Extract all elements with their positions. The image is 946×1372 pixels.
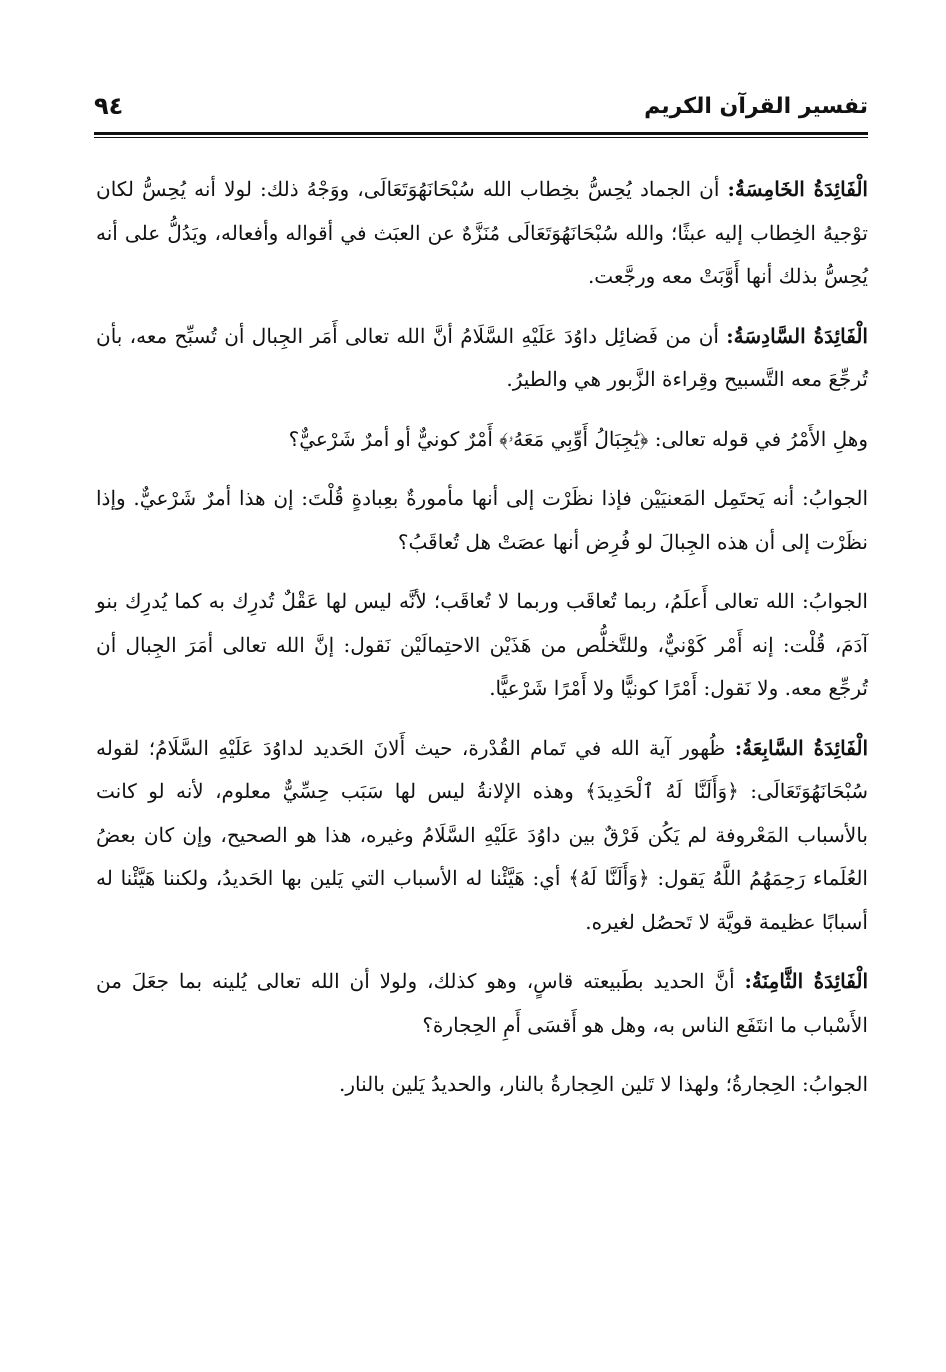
benefit-heading: الْفَائِدَةُ السَّادِسَةُ: bbox=[726, 323, 868, 348]
paragraph-benefit-6 bbox=[96, 315, 868, 402]
benefit-heading: الْفَائِدَةُ الثَّامِنَةُ: bbox=[744, 969, 869, 993]
paragraph-text: الجوابُ: الله تعالى أَعلَمُ، ربما تُعاقَب وربما لا تُعاقَب؛ لأنَّه ليس لها عَقْلٌ تُدرِك به كما يُدرِك بنو آدَمَ، قُلْت: إنه أَمْر كَوْنيٌّ، وللتَّخلُّص من هَذَيْن الاحتِمالَيْن نَقول: إنَّ الله تعالى أمَرَ الجِبال أن تُرجِّع معه. ولا نَقول: أَمْرًا كونيًّا ولا أَمْرًا شَرْعيًّا. bbox=[96, 589, 868, 700]
running-title: تفسير القرآن الكريم bbox=[644, 94, 868, 119]
paragraph-text: أن من فَضائِل داوُدَ عَلَيْهِ السَّلَامُ أنَّ الله تعالى أَمَر الجِبال أن تُسبِّح معه، بأن تُرجِّعَ معه التَّسبيح وقِراءة الزَّبور هي والطيرُ. bbox=[96, 323, 868, 391]
paragraph-benefit-5 bbox=[96, 168, 868, 299]
page-number: ٩٤ bbox=[94, 92, 124, 120]
paragraph-answer-1 bbox=[96, 477, 868, 564]
paragraph-benefit-7 bbox=[96, 727, 868, 945]
paragraph-answer-3 bbox=[96, 1063, 868, 1107]
page-body bbox=[96, 168, 868, 1123]
paragraph-text: ظُهور آية الله في تَمام القُدْرة، حيث أَلانَ الحَديد لداوُدَ عَلَيْهِ السَّلَامُ؛ لقوله سُبْحَانَهُوَتَعَالَى: ﴿وَأَلَنَّا لَهُ ٱلْحَدِيدَ﴾ وهذه الإلانةُ ليس لها سَبَب حِسِّيٌّ معلوم، لأنه لو كانت بالأسباب المَعْروفة لم يَكُن فَرْقٌ بين داوُدَ عَلَيْهِ السَّلَامُ وغيره، هذا هو الصحيح، وإن كان بعضُ العُلَماء رَحِمَهُمُ اللَّهُ يَقول: ﴿وَأَلَنَّا لَهُ﴾ أي: هَيَّئْنا له الأسباب التي يَلين بها الحَديدُ، ولكننا هَيَّئْنا له أسبابًا عظيمة قويَّة لا تَحصُل لغيره. bbox=[96, 735, 868, 934]
paragraph-text: الجوابُ: أنه يَحتَمِل المَعنيَيْن فإذا نظَرْت إلى أنها مأمورةٌ بعِبادةٍ قُلْتَ: إن هذا أمرٌ شَرْعيٌّ. وإذا نظَرْت إلى أن هذه الجِبالَ لو فُرِض أنها عصَتْ هل تُعاقَبُ؟ bbox=[96, 486, 868, 554]
page-header bbox=[94, 92, 868, 132]
paragraph-text: الجوابُ: الحِجارةُ؛ ولهذا لا تَلين الحِجارةُ بالنار، والحديدُ يَلين بالنار. bbox=[339, 1072, 868, 1096]
paragraph-answer-2 bbox=[96, 580, 868, 711]
benefit-heading: الْفَائِدَةُ السَّابِعَةُ: bbox=[734, 735, 868, 760]
benefit-heading: الْفَائِدَةُ الخَامِسَةُ: bbox=[727, 177, 868, 201]
paragraph-text: وهلِ الأَمْرُ في قوله تعالى: ﴿يَٰجِبَالُ أَوِّبِي مَعَهُۥ﴾ أَمْرٌ كونيٌّ أو أمرٌ شَرْعيٌّ؟ bbox=[288, 426, 868, 451]
paragraph-text: أنَّ الحديد بطَبيعته قاسٍ، وهو كذلك، ولولا أن الله تعالى يُلينه بما جعَلَ من الأَسْباب ما انتَفَع الناس به، وهل هو أَقسَى أَمِ الحِجارة؟ bbox=[96, 969, 868, 1037]
header-rule-thin bbox=[94, 137, 868, 138]
paragraph-question bbox=[96, 418, 868, 462]
header-rule bbox=[94, 132, 868, 135]
paragraph-text: أن الجماد يُحِسُّ بخِطاب الله سُبْحَانَهُوَتَعَالَى، ووَجْهُ ذلك: لولا أنه يُحِسُّ لكان توْجيهُ الخِطاب إليه عبثًا؛ والله سُبْحَانَهُوَتَعَالَى مُنَزَّهٌ عن العبَث في أقواله وأفعاله، ويَدُلُّ على أنه يُحِسُّ بذلك أنها أَوَّبَتْ معه ورجَّعت. bbox=[96, 177, 868, 288]
paragraph-benefit-8 bbox=[96, 960, 868, 1047]
